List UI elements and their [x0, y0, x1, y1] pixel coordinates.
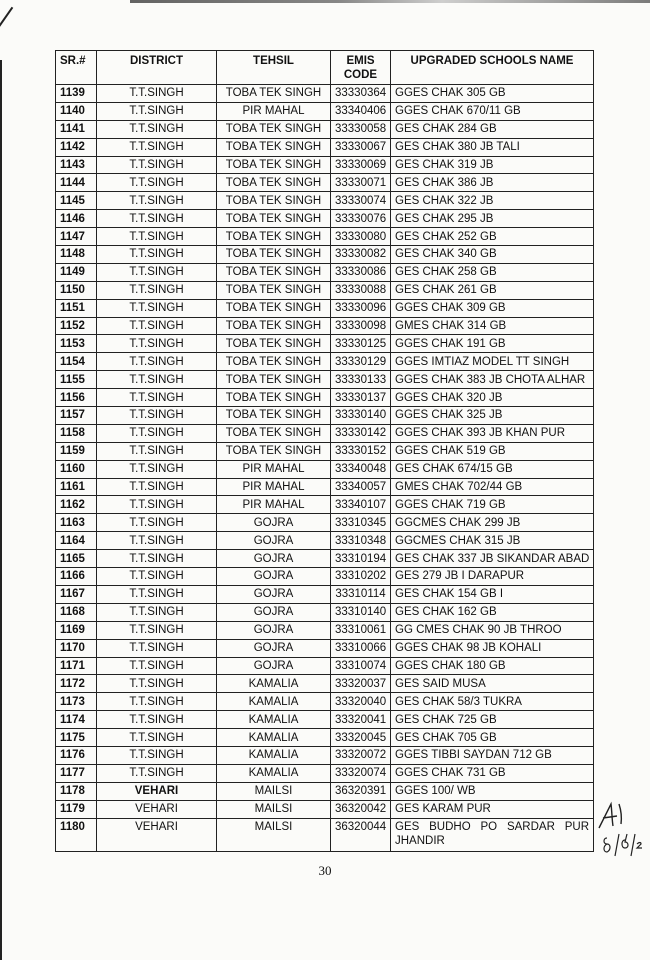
school-name-cell: GGES CHAK 98 JB KOHALI — [391, 639, 594, 657]
district-cell: T.T.SINGH — [97, 407, 217, 425]
header-emis-code: EMIS CODE — [331, 51, 391, 85]
table-row — [56, 496, 594, 514]
school-name-cell: GGES TIBBI SAYDAN 712 GB — [391, 746, 594, 764]
table-row — [56, 85, 594, 103]
emis-code-cell: 33330080 — [331, 228, 391, 246]
district-cell: T.T.SINGH — [97, 174, 217, 192]
sr-cell: 1174 — [56, 711, 97, 729]
emis-code-cell: 36320044 — [331, 818, 391, 851]
district-cell: T.T.SINGH — [97, 514, 217, 532]
table-row — [56, 389, 594, 407]
school-name-cell: GES CHAK 705 GB — [391, 729, 594, 747]
district-cell: VEHARI — [97, 800, 217, 818]
sr-cell: 1150 — [56, 281, 97, 299]
district-cell: T.T.SINGH — [97, 228, 217, 246]
school-name-cell: GES CHAK 162 GB — [391, 603, 594, 621]
emis-code-cell: 36320391 — [331, 782, 391, 800]
tehsil-cell: GOJRA — [217, 639, 331, 657]
table-row — [56, 478, 594, 496]
emis-code-cell: 33330152 — [331, 442, 391, 460]
tehsil-cell: GOJRA — [217, 657, 331, 675]
sr-cell: 1159 — [56, 442, 97, 460]
emis-code-cell: 33310194 — [331, 550, 391, 568]
school-name-cell: GGES CHAK 309 GB — [391, 299, 594, 317]
emis-code-cell: 36320042 — [331, 800, 391, 818]
school-name-cell: GMES CHAK 314 GB — [391, 317, 594, 335]
emis-code-cell: 33310114 — [331, 585, 391, 603]
school-name-cell: GES CHAK 58/3 TUKRA — [391, 693, 594, 711]
sr-cell: 1176 — [56, 746, 97, 764]
sr-cell: 1160 — [56, 460, 97, 478]
page-number: 30 — [318, 863, 332, 878]
sr-cell: 1175 — [56, 729, 97, 747]
district-cell: T.T.SINGH — [97, 711, 217, 729]
tehsil-cell: TOBA TEK SINGH — [217, 246, 331, 264]
school-name-cell: GGES 100/ WB — [391, 782, 594, 800]
school-name-cell: GG CMES CHAK 90 JB THROO — [391, 621, 594, 639]
school-name-cell: GES SAID MUSA — [391, 675, 594, 693]
table-row — [56, 639, 594, 657]
sr-cell: 1148 — [56, 246, 97, 264]
district-cell: T.T.SINGH — [97, 746, 217, 764]
tehsil-cell: TOBA TEK SINGH — [217, 442, 331, 460]
school-name-cell: GES CHAK 380 JB TALI — [391, 138, 594, 156]
table-row — [56, 102, 594, 120]
table-row — [56, 263, 594, 281]
emis-code-cell: 33330074 — [331, 192, 391, 210]
school-name-cell: GGES CHAK 731 GB — [391, 764, 594, 782]
district-cell: T.T.SINGH — [97, 460, 217, 478]
tehsil-cell: KAMALIA — [217, 693, 331, 711]
table-row — [56, 353, 594, 371]
tehsil-cell: TOBA TEK SINGH — [217, 424, 331, 442]
school-name-cell: GGES CHAK 325 JB — [391, 407, 594, 425]
tehsil-cell: GOJRA — [217, 603, 331, 621]
school-name-cell: GES CHAK 295 JB — [391, 210, 594, 228]
table-row — [56, 603, 594, 621]
table-row — [56, 532, 594, 550]
sr-cell: 1178 — [56, 782, 97, 800]
emis-code-cell: 33330137 — [331, 389, 391, 407]
tehsil-cell: PIR MAHAL — [217, 460, 331, 478]
tehsil-cell: PIR MAHAL — [217, 102, 331, 120]
sr-cell: 1170 — [56, 639, 97, 657]
scan-corner-mark — [0, 7, 13, 29]
school-name-cell: GES KARAM PUR — [391, 800, 594, 818]
school-name-cell: GGES CHAK 305 GB — [391, 85, 594, 103]
handwritten-signature — [595, 800, 645, 860]
sr-cell: 1140 — [56, 102, 97, 120]
emis-code-cell: 33330086 — [331, 263, 391, 281]
school-name-cell: GES 279 JB I DARAPUR — [391, 568, 594, 586]
district-cell: T.T.SINGH — [97, 246, 217, 264]
district-cell: T.T.SINGH — [97, 335, 217, 353]
emis-code-cell: 33330076 — [331, 210, 391, 228]
district-cell: T.T.SINGH — [97, 299, 217, 317]
table-row — [56, 246, 594, 264]
table-row — [56, 746, 594, 764]
header-district: DISTRICT — [97, 51, 217, 85]
sr-cell: 1154 — [56, 353, 97, 371]
table-row — [56, 621, 594, 639]
table-row — [56, 800, 594, 818]
table-row — [56, 693, 594, 711]
tehsil-cell: KAMALIA — [217, 764, 331, 782]
school-name-cell: GES CHAK 322 JB — [391, 192, 594, 210]
tehsil-cell: GOJRA — [217, 621, 331, 639]
scan-left-edge — [0, 60, 2, 960]
district-cell: T.T.SINGH — [97, 675, 217, 693]
sr-cell: 1166 — [56, 568, 97, 586]
tehsil-cell: TOBA TEK SINGH — [217, 263, 331, 281]
tehsil-cell: KAMALIA — [217, 675, 331, 693]
district-cell: T.T.SINGH — [97, 102, 217, 120]
emis-code-cell: 33310066 — [331, 639, 391, 657]
table-row — [56, 424, 594, 442]
sr-cell: 1179 — [56, 800, 97, 818]
table-row — [56, 585, 594, 603]
tehsil-cell: TOBA TEK SINGH — [217, 85, 331, 103]
emis-code-cell: 33330088 — [331, 281, 391, 299]
sr-cell: 1167 — [56, 585, 97, 603]
school-name-cell: GGES IMTIAZ MODEL TT SINGH — [391, 353, 594, 371]
table-row — [56, 371, 594, 389]
tehsil-cell: TOBA TEK SINGH — [217, 371, 331, 389]
emis-code-cell: 33330082 — [331, 246, 391, 264]
tehsil-cell: TOBA TEK SINGH — [217, 192, 331, 210]
tehsil-cell: TOBA TEK SINGH — [217, 353, 331, 371]
emis-code-cell: 33340048 — [331, 460, 391, 478]
district-cell: T.T.SINGH — [97, 496, 217, 514]
school-name-cell: GES CHAK 284 GB — [391, 120, 594, 138]
tehsil-cell: MAILSI — [217, 782, 331, 800]
sr-cell: 1169 — [56, 621, 97, 639]
sr-cell: 1163 — [56, 514, 97, 532]
sr-cell: 1177 — [56, 764, 97, 782]
header-sr: SR.# — [56, 51, 97, 85]
district-cell: T.T.SINGH — [97, 603, 217, 621]
sr-cell: 1162 — [56, 496, 97, 514]
sr-cell: 1146 — [56, 210, 97, 228]
emis-code-cell: 33330071 — [331, 174, 391, 192]
tehsil-cell: TOBA TEK SINGH — [217, 138, 331, 156]
tehsil-cell: TOBA TEK SINGH — [217, 299, 331, 317]
emis-code-cell: 33340406 — [331, 102, 391, 120]
tehsil-cell: MAILSI — [217, 800, 331, 818]
table-row — [56, 228, 594, 246]
school-name-cell: GES BUDHO PO SARDAR PUR JHANDIR — [391, 818, 594, 851]
school-name-cell: GMES CHAK 702/44 GB — [391, 478, 594, 496]
school-name-cell: GES CHAK 252 GB — [391, 228, 594, 246]
emis-code-cell: 33320045 — [331, 729, 391, 747]
scan-edge-artifact — [130, 0, 650, 3]
tehsil-cell: TOBA TEK SINGH — [217, 281, 331, 299]
emis-code-cell: 33310074 — [331, 657, 391, 675]
district-cell: T.T.SINGH — [97, 317, 217, 335]
tehsil-cell: PIR MAHAL — [217, 496, 331, 514]
emis-code-cell: 33320041 — [331, 711, 391, 729]
school-name-cell: GES CHAK 674/15 GB — [391, 460, 594, 478]
table-row — [56, 514, 594, 532]
emis-code-cell: 33340107 — [331, 496, 391, 514]
school-name-cell: GGES CHAK 180 GB — [391, 657, 594, 675]
table-row — [56, 210, 594, 228]
emis-code-cell: 33330142 — [331, 424, 391, 442]
emis-code-cell: 33320074 — [331, 764, 391, 782]
school-name-cell: GES CHAK 725 GB — [391, 711, 594, 729]
sr-cell: 1143 — [56, 156, 97, 174]
sr-cell: 1156 — [56, 389, 97, 407]
table-row — [56, 138, 594, 156]
sr-cell: 1153 — [56, 335, 97, 353]
sr-cell: 1173 — [56, 693, 97, 711]
district-cell: T.T.SINGH — [97, 281, 217, 299]
tehsil-cell: TOBA TEK SINGH — [217, 228, 331, 246]
school-name-cell: GGES CHAK 519 GB — [391, 442, 594, 460]
sr-cell: 1145 — [56, 192, 97, 210]
emis-code-cell: 33310348 — [331, 532, 391, 550]
district-cell: T.T.SINGH — [97, 550, 217, 568]
table-row — [56, 764, 594, 782]
table-row — [56, 711, 594, 729]
sr-cell: 1171 — [56, 657, 97, 675]
school-name-cell: GGES CHAK 670/11 GB — [391, 102, 594, 120]
tehsil-cell: GOJRA — [217, 585, 331, 603]
tehsil-cell: TOBA TEK SINGH — [217, 317, 331, 335]
table-row — [56, 120, 594, 138]
district-cell: T.T.SINGH — [97, 120, 217, 138]
emis-code-cell: 33330364 — [331, 85, 391, 103]
school-name-cell: GGES CHAK 719 GB — [391, 496, 594, 514]
sr-cell: 1165 — [56, 550, 97, 568]
school-name-cell: GGES CHAK 383 JB CHOTA ALHAR — [391, 371, 594, 389]
district-cell: T.T.SINGH — [97, 532, 217, 550]
table-row — [56, 156, 594, 174]
tehsil-cell: PIR MAHAL — [217, 478, 331, 496]
district-cell: T.T.SINGH — [97, 138, 217, 156]
tehsil-cell: TOBA TEK SINGH — [217, 407, 331, 425]
district-cell: T.T.SINGH — [97, 353, 217, 371]
district-cell: T.T.SINGH — [97, 389, 217, 407]
emis-code-cell: 33330058 — [331, 120, 391, 138]
table-row — [56, 192, 594, 210]
sr-cell: 1142 — [56, 138, 97, 156]
school-name-cell: GES CHAK 340 GB — [391, 246, 594, 264]
tehsil-cell: TOBA TEK SINGH — [217, 120, 331, 138]
district-cell: T.T.SINGH — [97, 585, 217, 603]
table-header-row — [56, 51, 594, 85]
emis-code-cell: 33320040 — [331, 693, 391, 711]
district-cell: T.T.SINGH — [97, 693, 217, 711]
sr-cell: 1139 — [56, 85, 97, 103]
table-row — [56, 317, 594, 335]
school-name-cell: GES CHAK 258 GB — [391, 263, 594, 281]
sr-cell: 1168 — [56, 603, 97, 621]
table-row — [56, 782, 594, 800]
district-cell: T.T.SINGH — [97, 442, 217, 460]
emis-code-cell: 33330129 — [331, 353, 391, 371]
district-cell: T.T.SINGH — [97, 263, 217, 281]
emis-code-cell: 33330067 — [331, 138, 391, 156]
sr-cell: 1141 — [56, 120, 97, 138]
tehsil-cell: KAMALIA — [217, 729, 331, 747]
emis-code-cell: 33310345 — [331, 514, 391, 532]
sr-cell: 1147 — [56, 228, 97, 246]
district-cell: VEHARI — [97, 818, 217, 851]
emis-code-cell: 33330140 — [331, 407, 391, 425]
tehsil-cell: MAILSI — [217, 818, 331, 851]
district-cell: T.T.SINGH — [97, 639, 217, 657]
school-name-cell: GES CHAK 261 GB — [391, 281, 594, 299]
table-row — [56, 568, 594, 586]
district-cell: T.T.SINGH — [97, 85, 217, 103]
sr-cell: 1151 — [56, 299, 97, 317]
tehsil-cell: TOBA TEK SINGH — [217, 156, 331, 174]
tehsil-cell: TOBA TEK SINGH — [217, 335, 331, 353]
sr-cell: 1158 — [56, 424, 97, 442]
district-cell: T.T.SINGH — [97, 657, 217, 675]
district-cell: T.T.SINGH — [97, 478, 217, 496]
district-cell: T.T.SINGH — [97, 621, 217, 639]
school-name-cell: GGCMES CHAK 315 JB — [391, 532, 594, 550]
district-cell: T.T.SINGH — [97, 764, 217, 782]
emis-code-cell: 33320072 — [331, 746, 391, 764]
emis-code-cell: 33320037 — [331, 675, 391, 693]
sr-cell: 1164 — [56, 532, 97, 550]
district-cell: T.T.SINGH — [97, 424, 217, 442]
table-row — [56, 407, 594, 425]
table-row — [56, 442, 594, 460]
sr-cell: 1144 — [56, 174, 97, 192]
district-cell: T.T.SINGH — [97, 210, 217, 228]
emis-code-cell: 33330096 — [331, 299, 391, 317]
school-name-cell: GGCMES CHAK 299 JB — [391, 514, 594, 532]
table-row — [56, 729, 594, 747]
emis-code-cell: 33310140 — [331, 603, 391, 621]
emis-code-cell: 33330133 — [331, 371, 391, 389]
sr-cell: 1161 — [56, 478, 97, 496]
emis-code-cell: 33310061 — [331, 621, 391, 639]
table-row — [56, 675, 594, 693]
tehsil-cell: GOJRA — [217, 550, 331, 568]
district-cell: T.T.SINGH — [97, 192, 217, 210]
table-row — [56, 460, 594, 478]
tehsil-cell: TOBA TEK SINGH — [217, 210, 331, 228]
tehsil-cell: TOBA TEK SINGH — [217, 389, 331, 407]
emis-code-cell: 33310202 — [331, 568, 391, 586]
school-name-cell: GGES CHAK 393 JB KHAN PUR — [391, 424, 594, 442]
sr-cell: 1180 — [56, 818, 97, 851]
table-row — [56, 174, 594, 192]
table-row — [56, 550, 594, 568]
school-name-cell: GGES CHAK 320 JB — [391, 389, 594, 407]
emis-code-cell: 33330125 — [331, 335, 391, 353]
header-tehsil: TEHSIL — [217, 51, 331, 85]
tehsil-cell: GOJRA — [217, 532, 331, 550]
header-school-name: UPGRADED SCHOOLS NAME — [391, 51, 594, 85]
table-row — [56, 657, 594, 675]
district-cell: T.T.SINGH — [97, 729, 217, 747]
district-cell: T.T.SINGH — [97, 156, 217, 174]
table-row — [56, 818, 594, 851]
school-name-cell: GES CHAK 386 JB — [391, 174, 594, 192]
district-cell: VEHARI — [97, 782, 217, 800]
sr-cell: 1172 — [56, 675, 97, 693]
emis-code-cell: 33330098 — [331, 317, 391, 335]
table-row — [56, 299, 594, 317]
sr-cell: 1155 — [56, 371, 97, 389]
school-name-cell: GES CHAK 319 JB — [391, 156, 594, 174]
school-name-cell: GES CHAK 154 GB I — [391, 585, 594, 603]
district-cell: T.T.SINGH — [97, 568, 217, 586]
tehsil-cell: KAMALIA — [217, 746, 331, 764]
sr-cell: 1149 — [56, 263, 97, 281]
table-row — [56, 335, 594, 353]
emis-code-cell: 33330069 — [331, 156, 391, 174]
tehsil-cell: GOJRA — [217, 514, 331, 532]
sr-cell: 1157 — [56, 407, 97, 425]
tehsil-cell: GOJRA — [217, 568, 331, 586]
district-cell: T.T.SINGH — [97, 371, 217, 389]
tehsil-cell: TOBA TEK SINGH — [217, 174, 331, 192]
emis-code-cell: 33340057 — [331, 478, 391, 496]
school-name-cell: GGES CHAK 191 GB — [391, 335, 594, 353]
upgraded-schools-table — [55, 50, 594, 852]
table-row — [56, 281, 594, 299]
school-name-cell: GES CHAK 337 JB SIKANDAR ABAD — [391, 550, 594, 568]
sr-cell: 1152 — [56, 317, 97, 335]
tehsil-cell: KAMALIA — [217, 711, 331, 729]
